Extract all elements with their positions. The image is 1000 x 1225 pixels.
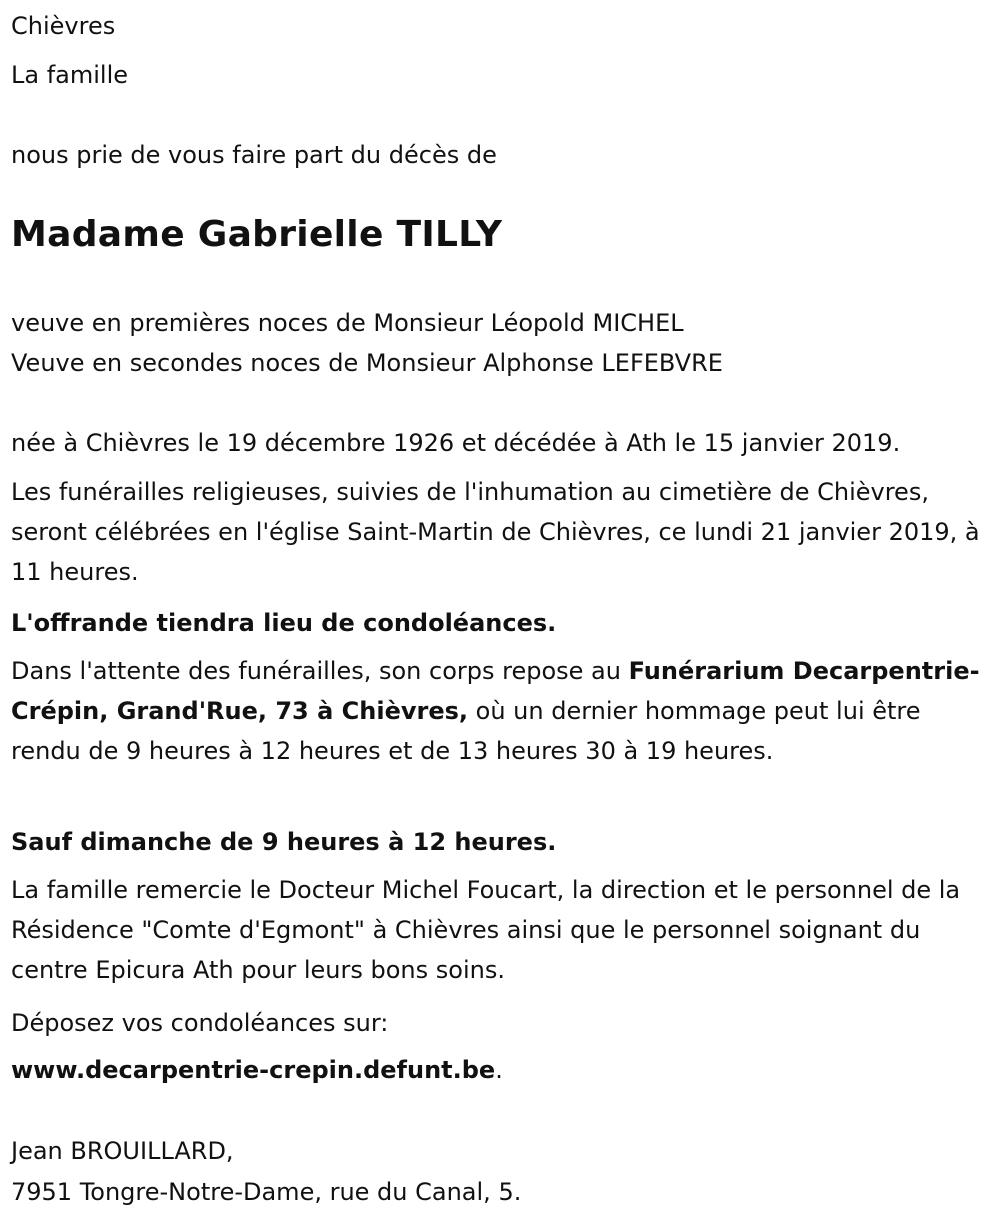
header-location: Chièvres [11,12,116,40]
spouse-first: veuve en premières noces de Monsieur Léopold MICHEL [11,309,684,337]
deceased-name: Madame Gabrielle TILLY [11,214,503,255]
header-family: La famille [11,61,129,89]
funeral-paragraph: Les funérailles religieuses, suivies de l'inhumation au cimetière de Chièvres, seront célébrées en l'église Saint-Martin de Chièvres, ce lundi 21 janvier 2019, à 11 heures. [11,478,980,586]
viewing-hours: où un dernier hommage peut lui être rendu de 9 heures à 12 heures et de 13 heures 30 à 19 heures. [11,697,921,765]
contact-address: 7951 Tongre-Notre-Dame, rue du Canal, 5. [11,1178,522,1206]
contact-name: Jean BROUILLARD, [11,1137,234,1165]
sunday-hours: Sauf dimanche de 9 heures à 12 heures. [11,828,557,856]
condolences-url[interactable]: www.decarpentrie-crepin.defunt.be [11,1056,496,1084]
condolences-line [11,1058,503,1082]
viewing-paragraph [11,651,996,771]
url-suffix: . [495,1056,503,1084]
thanks-paragraph: La famille remercie le Docteur Michel Foucart, la direction et le personnel de la Résidence "Comte d'Egmont" à Chièvres ainsi que le personnel soignant du centre Epicura Ath pour leurs bons soins. [11,876,961,984]
condolences-label: Déposez vos condoléances sur: [11,1009,389,1037]
offering-notice: L'offrande tiendra lieu de condoléances. [11,609,557,637]
announcement-text: nous prie de vous faire part du décès de [11,141,497,169]
birth-death-dates: née à Chièvres le 19 décembre 1926 et décédée à Ath le 15 janvier 2019. [11,429,901,457]
viewing-intro: Dans l'attente des funérailles, son corps repose au [11,657,629,685]
funeral-home-address: Funérarium Decarpentrie-Crépin, Grand'Rue, 73 à Chièvres, [11,657,980,725]
spouse-second: Veuve en secondes noces de Monsieur Alphonse LEFEBVRE [11,349,723,377]
